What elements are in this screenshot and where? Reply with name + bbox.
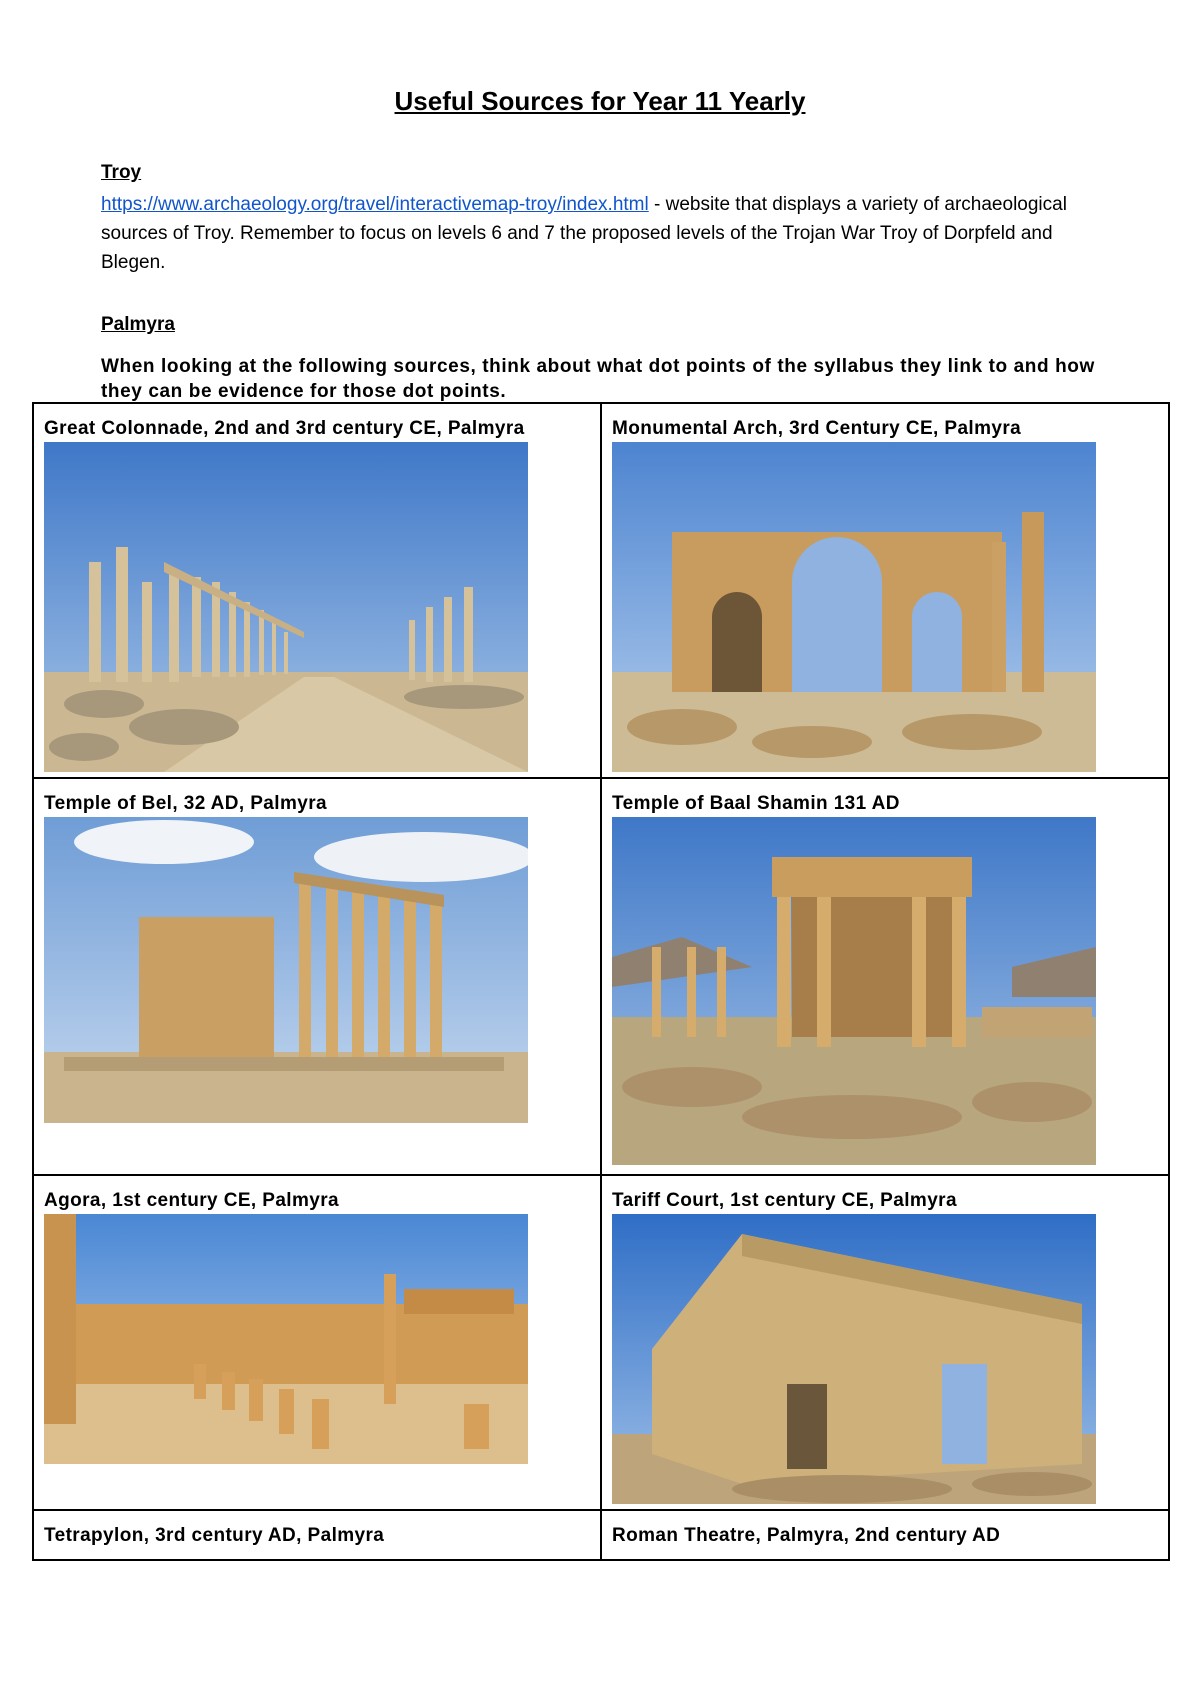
source-caption: Tetrapylon, 3rd century AD, Palmyra: [44, 1525, 385, 1546]
source-cell-temple-bel: [33, 778, 601, 1175]
source-cell-baal-shamin: [601, 778, 1169, 1175]
troy-paragraph: [101, 190, 1101, 277]
troy-link[interactable]: https://www.archaeology.org/travel/interactivemap-troy/index.html: [101, 194, 649, 215]
source-caption: Roman Theatre, Palmyra, 2nd century AD: [612, 1525, 1001, 1546]
source-caption: Agora, 1st century CE, Palmyra: [44, 1190, 339, 1211]
tariff-court-photo: [612, 1214, 1168, 1504]
page-title: Useful Sources for Year 11 Yearly: [394, 86, 806, 116]
temple-baal-shamin-photo: [612, 817, 1168, 1165]
source-cell-tetrapylon: [33, 1510, 601, 1560]
table-row: [33, 403, 1169, 778]
palmyra-heading: Palmyra: [101, 314, 175, 335]
source-caption: Monumental Arch, 3rd Century CE, Palmyra: [612, 418, 1022, 439]
source-cell-tariff-court: [601, 1175, 1169, 1510]
source-cell-colonnade: [33, 403, 601, 778]
troy-description: - website that displays a variety of archaeological sources of Troy. Remember to focus on levels 6 and 7 the proposed levels of the Trojan War Troy of Dorpfeld and Blegen.: [101, 194, 1067, 273]
source-caption: Tariff Court, 1st century CE, Palmyra: [612, 1190, 957, 1211]
arch-photo: [612, 442, 1168, 772]
table-row: [33, 778, 1169, 1175]
source-caption: Great Colonnade, 2nd and 3rd century CE, Palmyra: [44, 418, 525, 439]
source-caption: Temple of Bel, 32 AD, Palmyra: [44, 793, 327, 814]
temple-bel-photo: [44, 817, 600, 1123]
sources-table: [32, 402, 1170, 1561]
source-caption: Temple of Baal Shamin 131 AD: [612, 793, 900, 814]
colonnade-photo: [44, 442, 600, 772]
source-cell-agora: [33, 1175, 601, 1510]
table-row: [33, 1175, 1169, 1510]
palmyra-instructions: When looking at the following sources, think about what dot points of the syllabus they link to and how they can be evidence for those dot points.: [101, 356, 1095, 402]
source-cell-arch: [601, 403, 1169, 778]
troy-heading: Troy: [101, 162, 142, 183]
source-cell-roman-theatre: [601, 1510, 1169, 1560]
table-row: [33, 1510, 1169, 1560]
agora-photo: [44, 1214, 600, 1464]
